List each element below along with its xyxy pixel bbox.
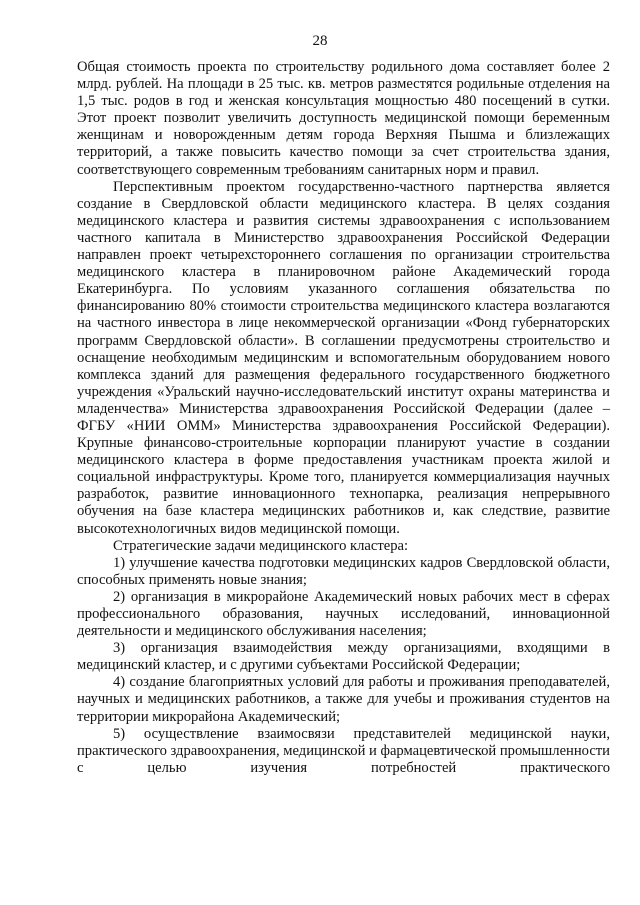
list-item-task-2: 2) организация в микрорайоне Академический новых рабочих мест в сферах профессионального образования, научных исследований, инновационной деятельности и медицинского обслуживания населения; xyxy=(77,588,610,640)
paragraph-medical-cluster: Перспективным проектом государственно-частного партнерства является создание в Свердловской области медицинского кластера. В целях создания медицинского кластера и развития системы здравоохранения с использованием частного капитала в Министерство здравоохранения Российской Федерации направлен проект четырехстороннего соглашения по организации строительства медицинского кластера в планировочном районе Академический города Екатеринбурга. По условиям указанного соглашения обязательства по финансированию 80% стоимости строительства медицинского кластера возлагаются на частного инвестора в лице некоммерческой организации «Фонд губернаторских программ Свердловской области». В соглашении предусмотрены строительство и оснащение необходимым медицинским и вспомогательным оборудованием нового комплекса зданий для размещения федерального государственного бюджетного учреждения «Уральский научно-исследовательский институт охраны материнства и младенчества» Министерства здравоохранения Российской Федерации (далее – ФГБУ «НИИ ОММ» Министерства здравоохранения Российской Федерации). Крупные финансово-строительные корпорации планируют участие в создании медицинского кластера в форме предоставления участникам проекта жилой и социальной инфраструктуры. Кроме того, планируется коммерциализация научных разработок, развитие инновационного технопарка, реализация непрерывного обучения на базе кластера медицинских работников и, как следствие, развитие высокотехнологичных видов медицинской помощи. xyxy=(77,178,610,537)
list-item-task-4: 4) создание благоприятных условий для работы и проживания преподавателей, научных и медицинских работников, а также для учебы и проживания студентов на территории микрорайона Академический; xyxy=(77,674,610,725)
list-item-task-5: 5) осуществление взаимосвязи представителей медицинской науки, практического здравоохранения, медицинской и фармацевтической промышленности с целью изучения потребностей практического xyxy=(77,725,610,776)
paragraph-strategic-tasks-heading: Стратегические задачи медицинского кластера: xyxy=(113,537,409,554)
list-item-task-3: 3) организация взаимодействия между организациями, входящими в медицинский кластер, и с другими субъектами Российской Федерации; xyxy=(77,640,610,674)
paragraph-maternity-hospital-cost: Общая стоимость проекта по строительству родильного дома составляет более 2 млрд. рублей. На площади в 25 тыс. кв. метров разместятся родильные отделения на 1,5 тыс. родов в год и женская консультация мощностью 480 посещений в сутки. Этот проект позволит увеличить доступность медицинской помощи беременным женщинам и новорожденным детям города Верхняя Пышма и близлежащих территорий, а также повысить качество помощи за счет строительства здания, соответствующего современным требованиям санитарных норм и правил. xyxy=(77,59,610,178)
document-body xyxy=(77,59,610,777)
page-number: 28 xyxy=(312,33,328,49)
list-item-task-1: 1) улучшение качества подготовки медицинских кадров Свердловской области, способных применять новые знания; xyxy=(77,554,610,588)
